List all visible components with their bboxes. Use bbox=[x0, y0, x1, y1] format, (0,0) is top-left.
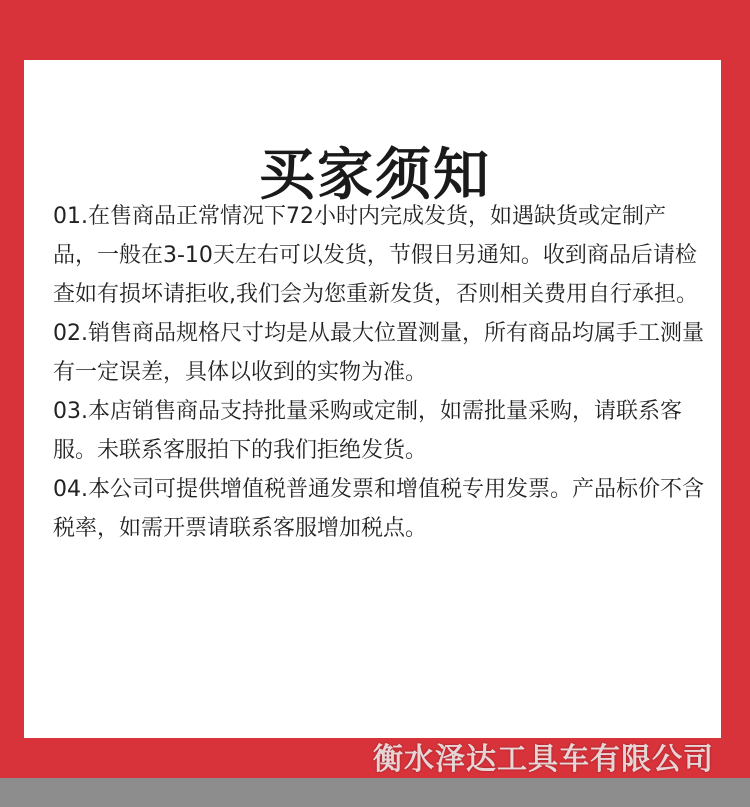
notice-item-3: 03.本店销售商品支持批量采购或定制，如需批量采购，请联系客服。未联系客服拍下的我们拒绝发货。 bbox=[53, 399, 682, 463]
footer-strip bbox=[0, 778, 750, 807]
notice-item-1: 01.在售商品正常情况下72小时内完成发货，如遇缺货或定制产品，一般在3-10天左右可以发货，节假日另通知。收到商品后请检查如有损坏请拒收,我们会为您重新发货，否则相关费用自行承担。 bbox=[53, 204, 698, 307]
page-title: 买家须知 bbox=[259, 142, 491, 208]
company-watermark: 衡水泽达工具车有限公司 bbox=[373, 742, 714, 777]
notice-item-4: 04.本公司可提供增值税普通发票和增值税专用发票。产品标价不含税率，如需开票请联系客服增加税点。 bbox=[53, 477, 704, 541]
notice-item-2: 02.销售商品规格尺寸均是从最大位置测量，所有商品均属手工测量有一定误差，具体以收到的实物为准。 bbox=[53, 321, 704, 385]
notice-list bbox=[53, 197, 705, 548]
